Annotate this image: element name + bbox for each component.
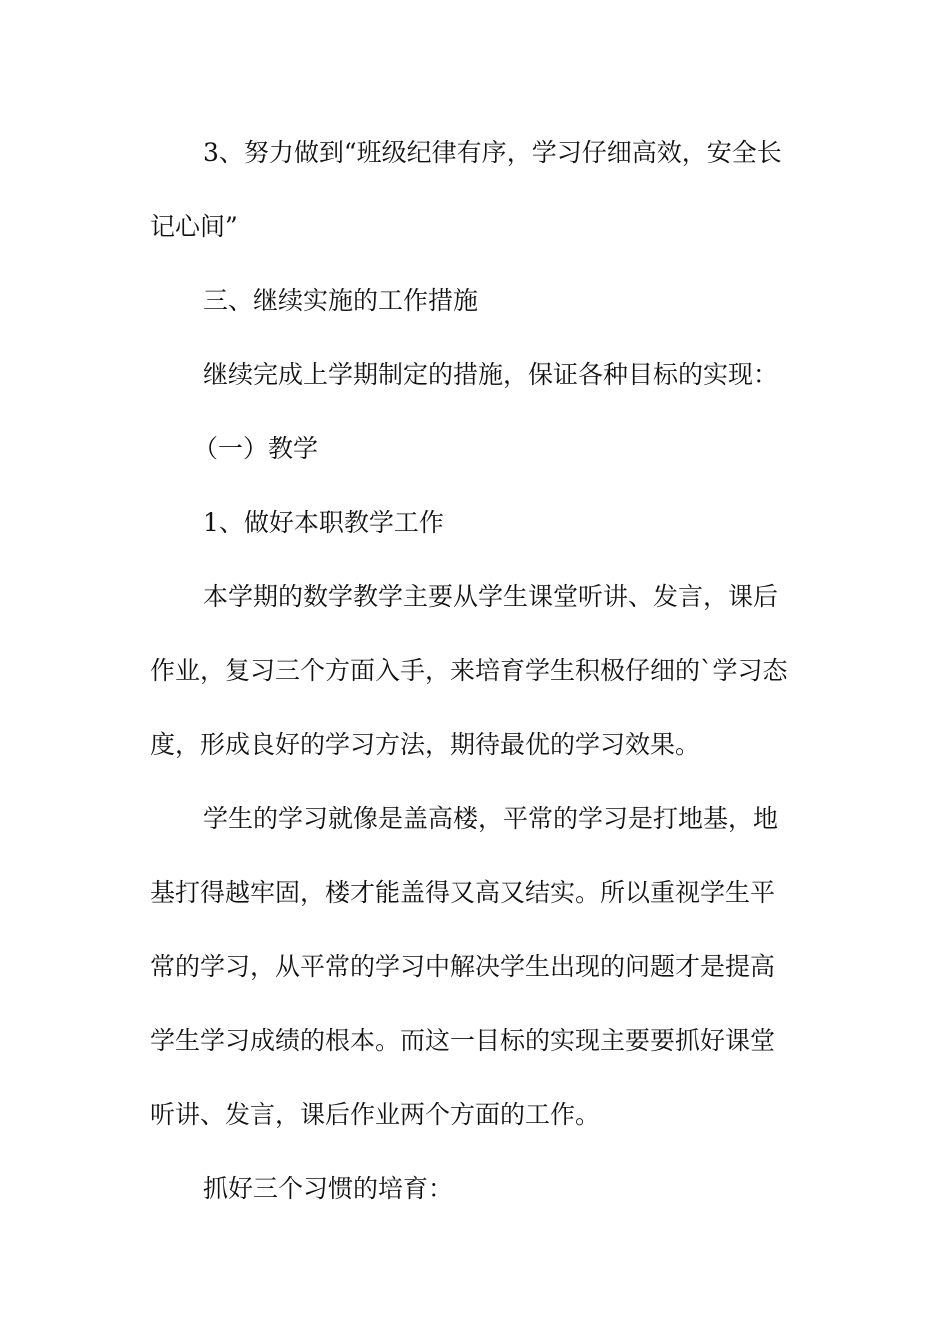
paragraph-math-teaching-line-2: 作业，复习三个方面入手，来培育学生积极仔细的`学习态 [150, 656, 788, 685]
subsection-heading-teaching: （一）教学 [193, 434, 319, 463]
paragraph-math-teaching-line-1: 本学期的数学教学主要从学生课堂听讲、发言，课后 [203, 582, 779, 611]
section-heading-measures: 三、继续实施的工作措施 [203, 286, 479, 315]
paragraph-goal-3-line-1: 3、努力做到“班级纪律有序，学习仔细高效，安全长 [203, 138, 782, 167]
paragraph-study-foundation-line-1: 学生的学习就像是盖高楼，平常的学习是打地基，地 [203, 804, 779, 833]
paragraph-study-foundation-line-4: 学生学习成绩的根本。而这一目标的实现主要要抓好课堂 [150, 1026, 776, 1055]
paragraph-study-foundation-line-3: 常的学习，从平常的学习中解决学生出现的问题才是提高 [150, 952, 776, 981]
paragraph-goal-3-line-2: 记心间” [150, 212, 238, 241]
paragraph-study-foundation-line-5: 听讲、发言，课后作业两个方面的工作。 [150, 1100, 601, 1129]
paragraph-math-teaching-line-3: 度，形成良好的学习方法，期待最优的学习效果。 [150, 730, 701, 759]
paragraph-study-foundation-line-2: 基打得越牢固，楼才能盖得又高又结实。所以重视学生平 [150, 878, 776, 907]
paragraph-three-habits: 抓好三个习惯的培育： [203, 1174, 454, 1203]
paragraph-continue-measures: 继续完成上学期制定的措施，保证各种目标的实现： [203, 360, 779, 389]
item-heading-teaching-work: 1、做好本职教学工作 [203, 508, 444, 537]
